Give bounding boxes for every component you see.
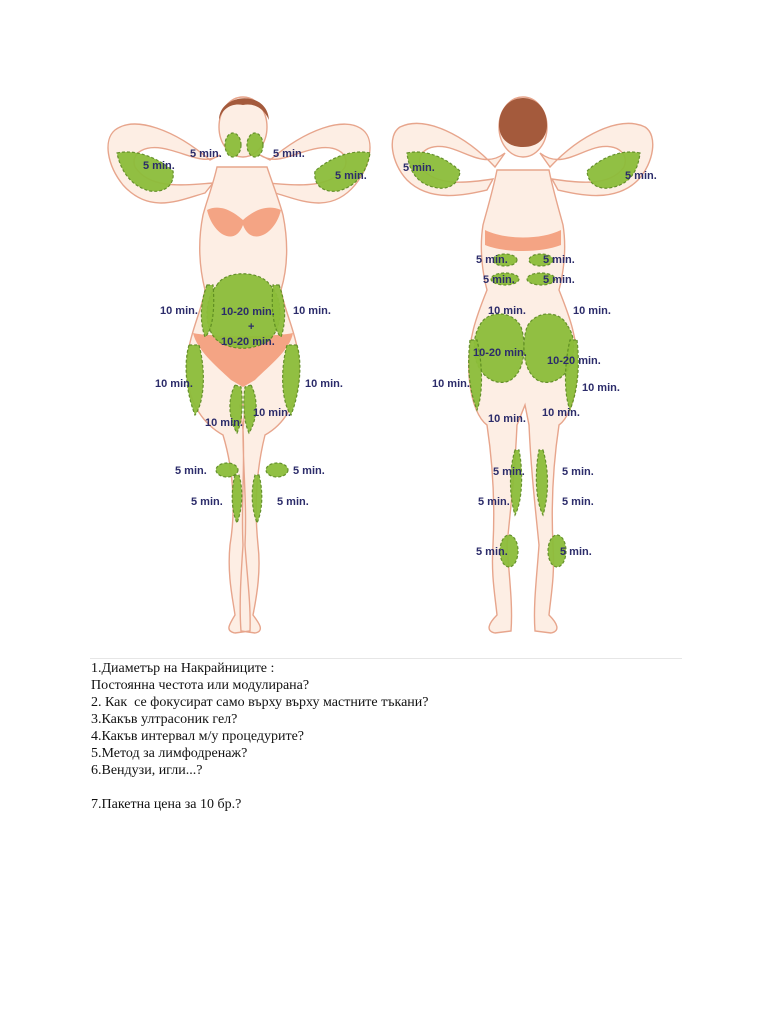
front-label-face-left: 5 min.	[190, 148, 222, 160]
front-label-inner-thigh-left: 10 min.	[205, 417, 243, 429]
question-line-4: 3.Какъв ултрасоник гел?	[91, 712, 238, 727]
front-label-outer-thigh-left: 10 min.	[155, 378, 193, 390]
front-zone-knee-right	[266, 463, 288, 477]
front-figure	[108, 97, 370, 633]
front-label-belly-plus: +	[248, 321, 255, 333]
back-label-arm-right: 5 min.	[625, 170, 657, 182]
back-label-hip-right: 10 min.	[573, 305, 611, 317]
front-zone-face-left	[225, 133, 241, 157]
back-label-calf-left: 5 min.	[478, 496, 510, 508]
question-line-2: Постоянна честота или модулирана?	[91, 678, 310, 693]
back-label-calf-low-left: 5 min.	[476, 546, 508, 558]
back-label-arm-left: 5 min.	[403, 162, 435, 174]
front-label-face-right: 5 min.	[273, 148, 305, 160]
back-label-calf-low-right: 5 min.	[560, 546, 592, 558]
back-label-lower-back-1-left: 5 min.	[476, 254, 508, 266]
front-torso-legs	[187, 167, 299, 633]
front-label-knee-left: 5 min.	[175, 465, 207, 477]
back-label-hip-left: 10 min.	[488, 305, 526, 317]
back-label-lower-back-1-right: 5 min.	[543, 254, 575, 266]
back-zone-calf-left	[511, 450, 522, 515]
back-label-calf-right: 5 min.	[562, 496, 594, 508]
back-label-back-knee-right: 5 min.	[562, 466, 594, 478]
back-hair	[499, 98, 547, 147]
front-zone-face-right	[247, 133, 263, 157]
body-zones-svg	[95, 75, 685, 660]
question-line-5: 4.Какъв интервал м/у процедурите?	[91, 729, 305, 744]
front-label-waist-left: 10 min.	[160, 305, 198, 317]
back-label-outer-thigh-right: 10 min.	[582, 382, 620, 394]
back-label-back-thigh-right: 10 min.	[542, 407, 580, 419]
back-figure	[392, 97, 657, 633]
back-label-back-thigh-left: 10 min.	[488, 413, 526, 425]
front-label-belly-top: 10-20 min.	[221, 306, 275, 318]
question-line-blank	[91, 779, 691, 796]
front-label-belly-bottom: 10-20 min.	[221, 336, 275, 348]
questions-list	[91, 660, 691, 813]
front-label-inner-thigh-right: 10 min.	[253, 407, 291, 419]
body-zones-illustration	[95, 75, 685, 660]
back-label-back-knee-left: 5 min.	[493, 466, 525, 478]
question-line-6: 5.Метод за лимфодренаж?	[91, 746, 248, 761]
back-label-lower-back-2-left: 5 min.	[483, 274, 515, 286]
front-label-shin-right: 5 min.	[277, 496, 309, 508]
figure-divider	[90, 658, 682, 659]
front-label-armpit-left: 5 min.	[143, 160, 175, 172]
back-label-buttock-left: 10-20 min.	[473, 347, 527, 359]
question-line-3: 2. Как се фокусират само върху върху мастните тъкани?	[91, 695, 429, 710]
question-line-8: 7.Пакетна цена за 10 бр.?	[91, 797, 242, 812]
front-label-shin-left: 5 min.	[191, 496, 223, 508]
back-label-lower-back-2-right: 5 min.	[543, 274, 575, 286]
back-zone-outer-thigh-right	[566, 340, 579, 410]
back-label-buttock-right: 10-20 min.	[547, 355, 601, 367]
front-label-outer-thigh-right: 10 min.	[305, 378, 343, 390]
question-line-1: 1.Диаметър на Накрайниците :	[91, 661, 275, 676]
question-line-7: 6.Вендузи, игли...?	[91, 763, 203, 778]
front-label-waist-right: 10 min.	[293, 305, 331, 317]
front-label-armpit-right: 5 min.	[335, 170, 367, 182]
back-label-outer-thigh-left: 10 min.	[432, 378, 470, 390]
front-label-knee-right: 5 min.	[293, 465, 325, 477]
